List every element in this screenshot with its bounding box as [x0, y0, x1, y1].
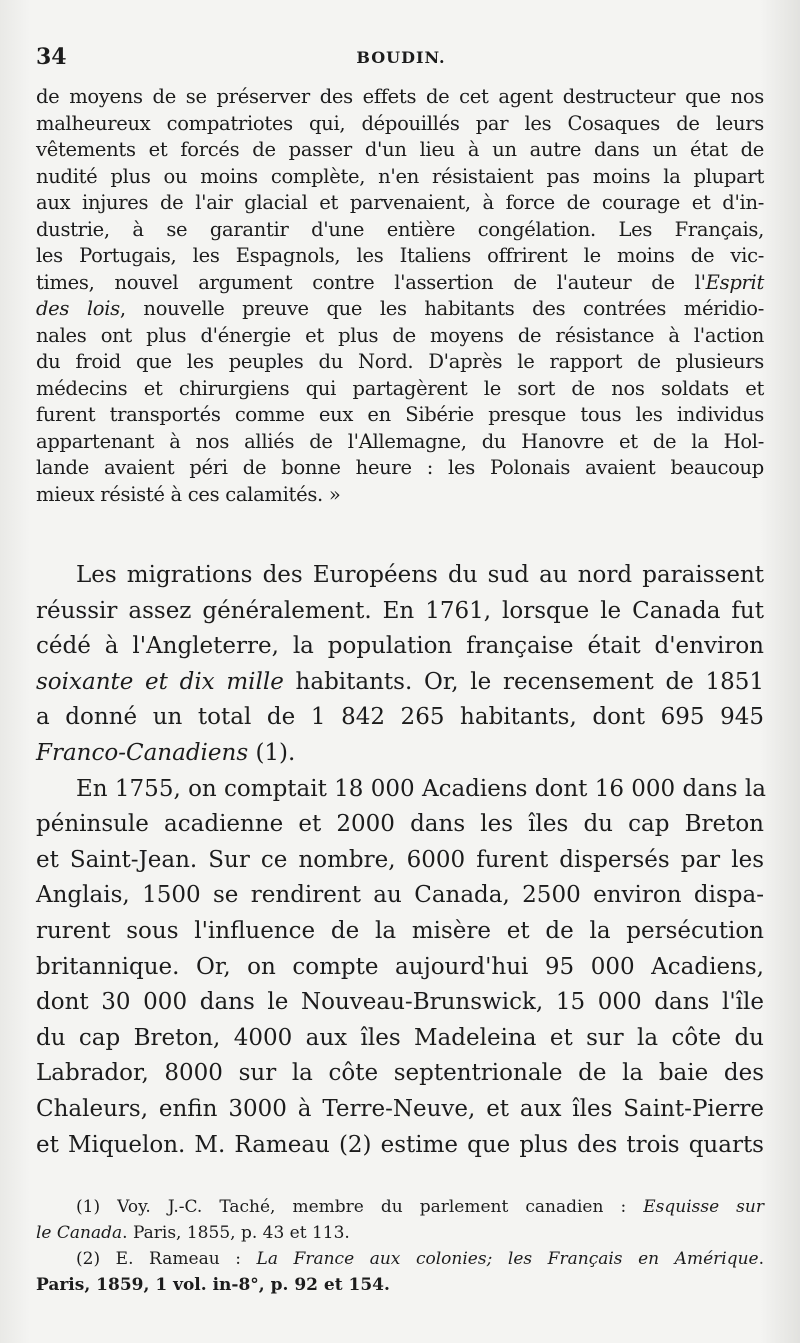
text-line [36, 296, 764, 323]
running-title: BOUDIN. [356, 48, 446, 67]
italic-title: des lois [36, 297, 120, 320]
text-line: vêtements et forcés de passer d'un lieu à un autre dans un état de [36, 138, 764, 161]
text-line: cédé à l'Angleterre, la population française était d'environ [36, 633, 764, 660]
text-line: les Portugais, les Espagnols, les Italiens offrirent le moins de vic- [36, 244, 764, 267]
footnote-1-line [36, 1220, 764, 1246]
page-header [36, 44, 766, 74]
text-fragment: . Paris, 1855, p. 43 et 113. [122, 1223, 350, 1243]
text-fragment: times, nouvel argument contre l'assertion de l'auteur de l' [36, 270, 706, 294]
text-line: appartenant à nos alliés de l'Allemagne, du Hanovre et de la Hol- [36, 429, 764, 453]
text-line: du cap Breton, 4000 aux îles Madeleina et sur la côte du [36, 1024, 764, 1051]
text-line: et Saint-Jean. Sur ce nombre, 6000 furent dispersés par les [36, 846, 764, 873]
footnote-1-line [36, 1194, 764, 1220]
text-line: En 1755, on comptait 18 000 Acadiens dont 16 000 dans la [76, 775, 766, 802]
text-line: Anglais, 1500 se rendirent au Canada, 2500 environ dispa- [36, 882, 764, 909]
text-fragment: , nouvelle preuve que les habitants des contrées méridio- [119, 297, 764, 320]
text-line: rurent sous l'influence de la misère et de la persécution [36, 917, 764, 944]
text-line: Chaleurs, enfin 3000 à Terre-Neuve, et aux îles Saint-Pierre [36, 1095, 764, 1122]
italic-title: Esquisse sur [643, 1197, 764, 1217]
text-line: mieux résisté à ces calamités. » [36, 482, 341, 506]
text-fragment: . [758, 1249, 764, 1269]
italic-phrase: soixante et dix mille [36, 668, 284, 695]
text-fragment: habitants. Or, le recensement de 1851 [295, 668, 765, 695]
footnote-ref: (1). [255, 739, 296, 766]
text-line: péninsule acadienne et 2000 dans les îles du cap Breton [36, 811, 764, 838]
text-line: aux injures de l'air glacial et parvenaient, à force de courage et d'in- [36, 191, 764, 214]
text-line [36, 270, 764, 297]
text-line: malheureux compatriotes qui, dépouillés par les Cosaques de leurs [36, 111, 764, 135]
page-number: 34 [36, 44, 67, 70]
text-fragment: (1) Voy. J.-C. Taché, membre du parlement canadien : [76, 1197, 644, 1217]
text-line: Les migrations des Européens du sud au nord paraissent [76, 562, 764, 588]
text-line [36, 736, 764, 772]
italic-title: le Canada [36, 1223, 123, 1243]
text-line: furent transportés comme eux en Sibérie presque tous les individus [36, 403, 764, 426]
footnote-2-line [36, 1246, 764, 1272]
footnote-2-line: Paris, 1859, 1 vol. in-8°, p. 92 et 154. [36, 1275, 390, 1295]
body-text [36, 558, 764, 1163]
text-line: dont 30 000 dans le Nouveau-Brunswick, 15 000 dans l'île [36, 989, 764, 1016]
footnotes [36, 1194, 764, 1298]
text-line: et Miquelon. M. Rameau (2) estime que plus des trois quarts [36, 1131, 764, 1158]
text-line: de moyens de se préserver des effets de cet agent destructeur que nos [36, 85, 764, 108]
text-line: Labrador, 8000 sur la côte septentrionale de la baie des [36, 1060, 764, 1087]
text-line: du froid que les peuples du Nord. D'après le rapport de plusieurs [36, 350, 764, 373]
quoted-passage [36, 84, 764, 508]
text-line: nudité plus ou moins complète, n'en résistaient pas moins la plupart [36, 164, 764, 188]
italic-title: La France aux colonies; les Français en Amérique [256, 1249, 759, 1269]
text-line: a donné un total de 1 842 265 habitants, dont 695 945 [36, 704, 764, 731]
italic-title: Esprit [705, 270, 764, 294]
text-line: nales ont plus d'énergie et plus de moyens de résistance à l'action [36, 323, 764, 347]
italic-phrase: Franco-Canadiens [36, 739, 249, 766]
text-line: dustrie, à se garantir d'une entière congélation. Les Français, [36, 217, 764, 241]
text-line: médecins et chirurgiens qui partagèrent le sort de nos soldats et [36, 376, 764, 400]
text-fragment: (2) E. Rameau : [76, 1249, 257, 1269]
text-line: lande avaient péri de bonne heure : les Polonais avaient beaucoup [36, 456, 764, 479]
text-line: britannique. Or, on compte aujourd'hui 95 000 Acadiens, [36, 953, 764, 980]
text-line: réussir assez généralement. En 1761, lorsque le Canada fut [36, 597, 764, 624]
text-line [36, 665, 764, 701]
